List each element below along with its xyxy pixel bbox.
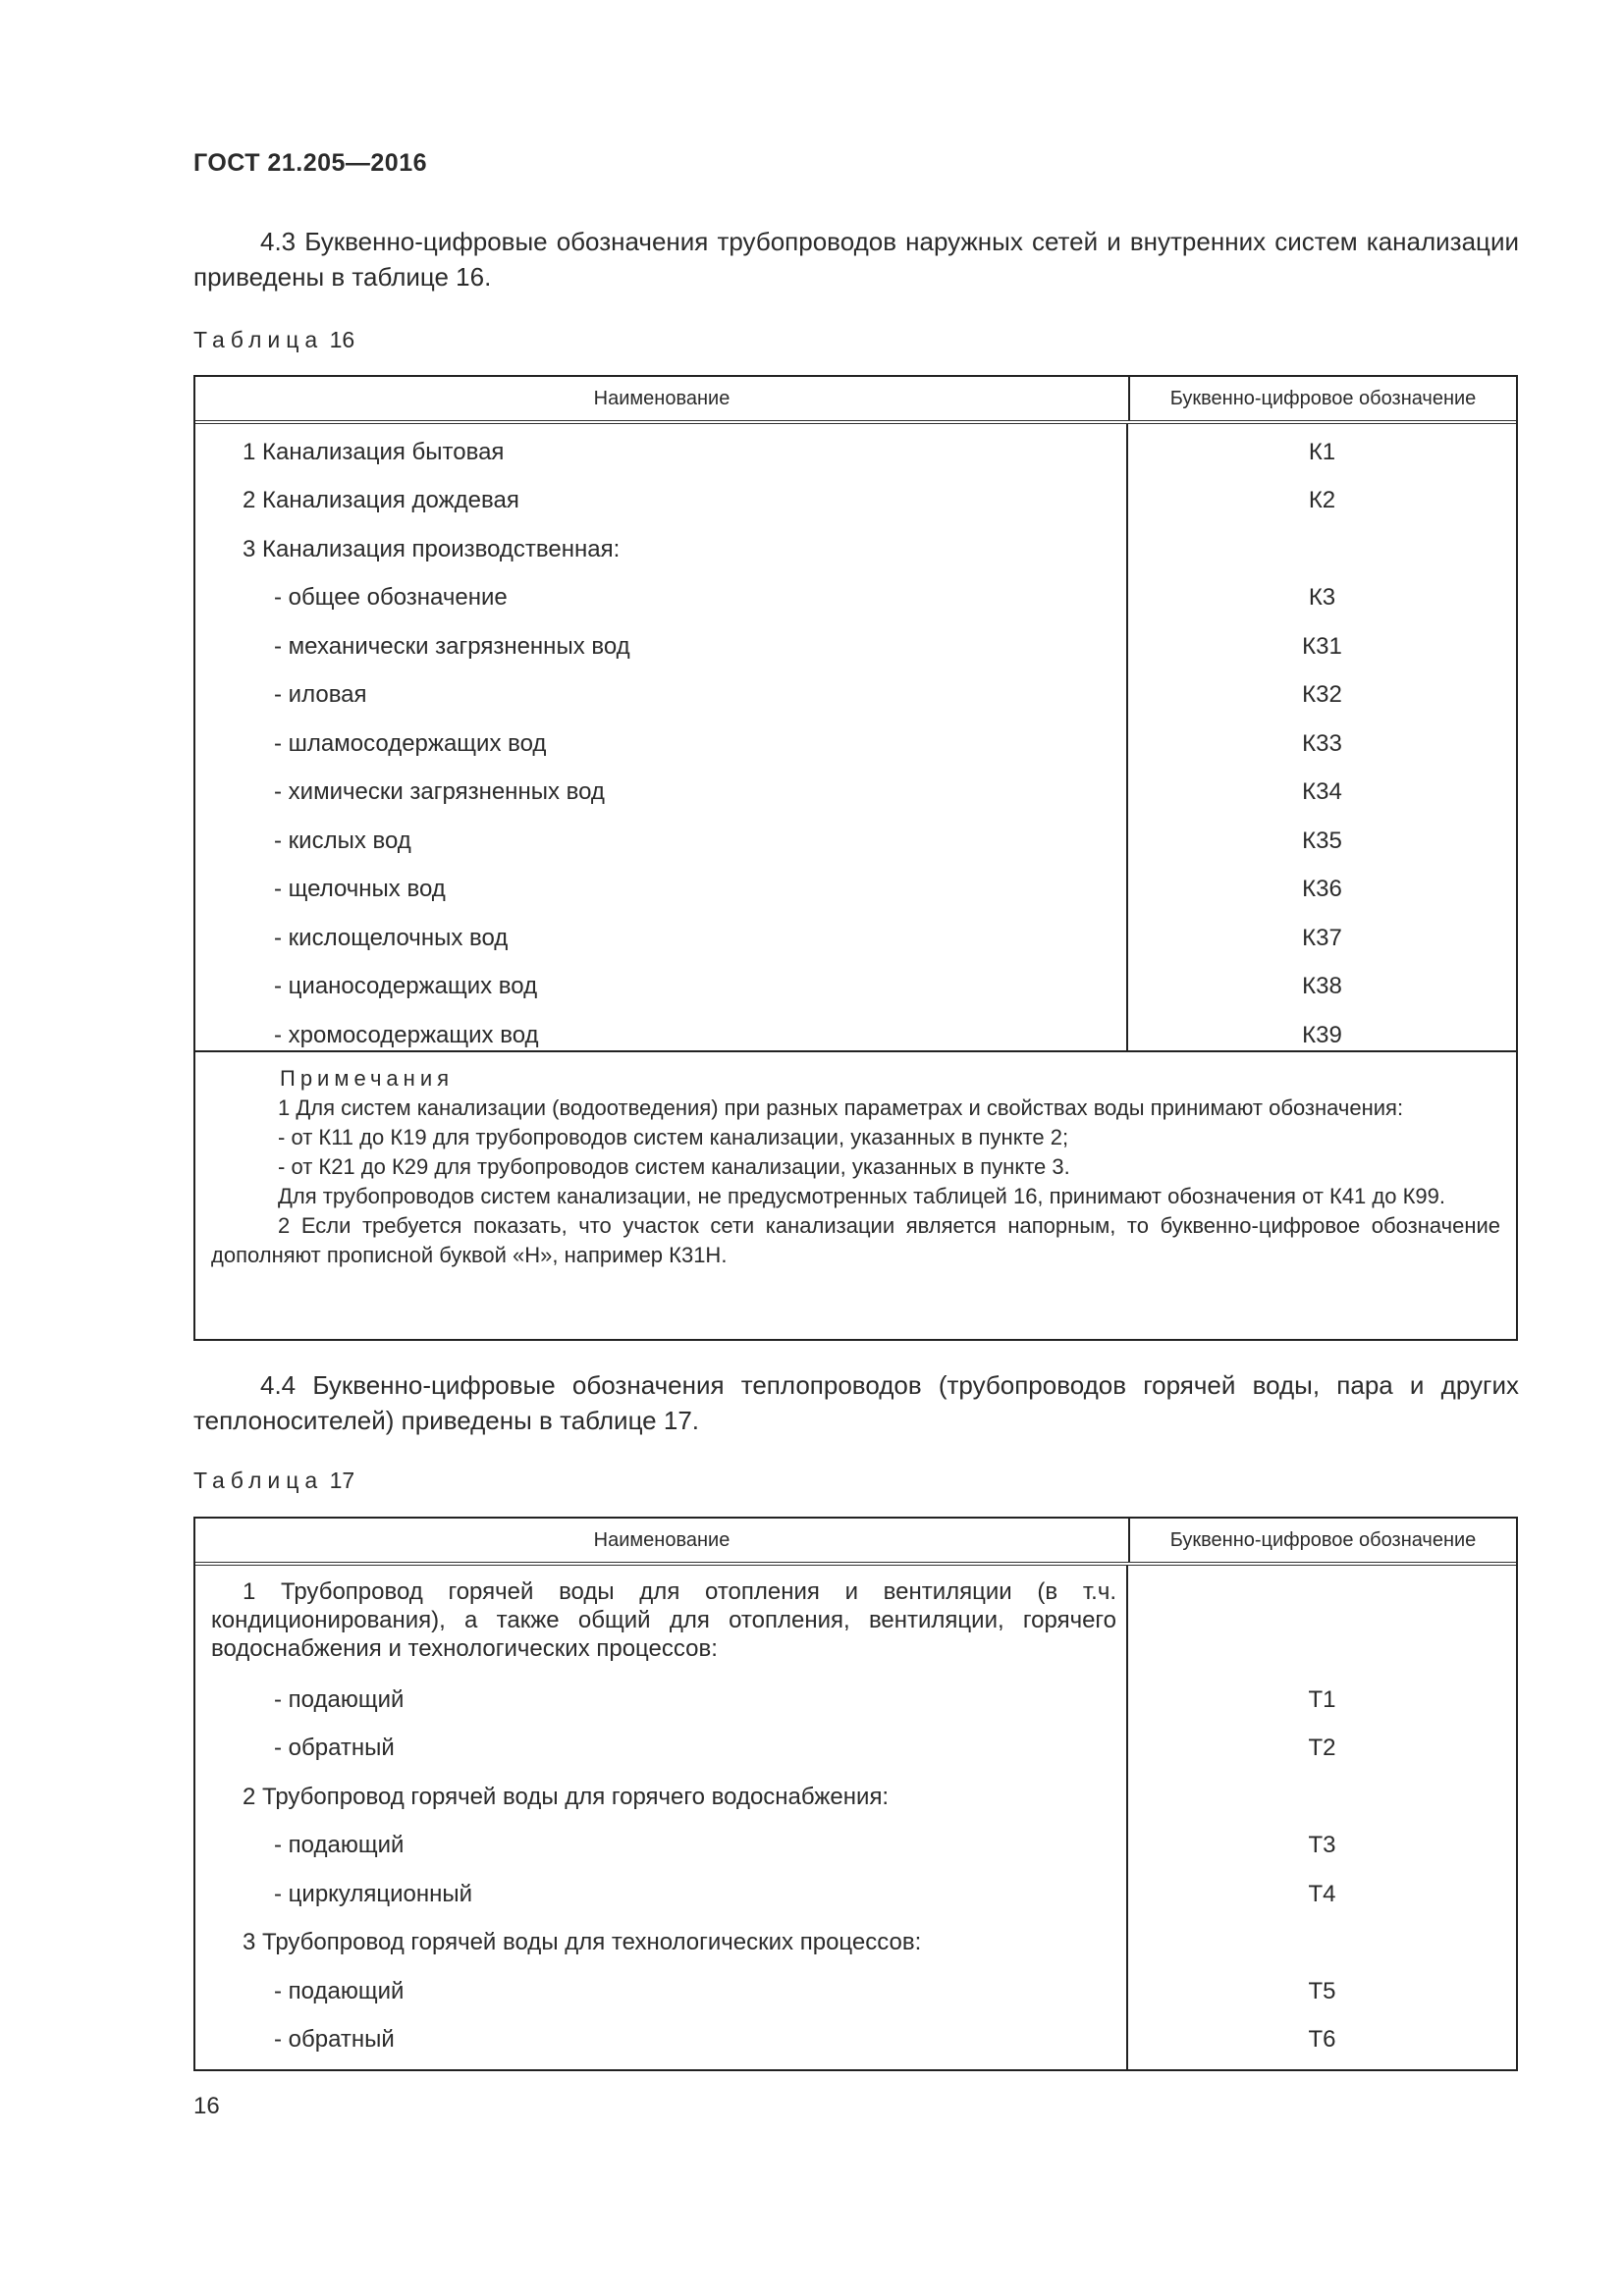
table-17-caption-word: Таблица bbox=[193, 1468, 324, 1493]
note-1-item-a: - от К11 до К19 для трубопроводов систем канализации, указанных в пункте 2; bbox=[278, 1125, 1069, 1149]
table-row-code-empty bbox=[1128, 1570, 1516, 1676]
table-row-code bbox=[1128, 1773, 1516, 1822]
table-row-code: К32 bbox=[1302, 681, 1342, 709]
table-16-caption-number: 16 bbox=[329, 327, 355, 352]
table-row-code: К3 bbox=[1308, 584, 1336, 612]
paragraph-4-4: 4.4 Буквенно-цифровые обозначения теплопроводов (трубопроводов горячей воды, пара и других теплоносителей) приведены в таблице 17. bbox=[193, 1370, 1519, 1435]
paragraph-4-3: 4.3 Буквенно-цифровые обозначения трубопроводов наружных сетей и внутренних систем канализации приведены в таблице 16. bbox=[193, 227, 1519, 292]
table-row-code bbox=[1128, 525, 1516, 574]
table-row-code: Т6 bbox=[1308, 2026, 1336, 2054]
note-1-extra: Для трубопроводов систем канализации, не предусмотренных таблицей 16, принимают обозначения от К41 до К99. bbox=[278, 1184, 1445, 1208]
document-code-header: ГОСТ 21.205—2016 bbox=[193, 149, 428, 177]
table-row-name: - циркуляционный bbox=[274, 1880, 473, 1907]
table-16 bbox=[193, 375, 1518, 1341]
table-16-caption-word: Таблица bbox=[193, 327, 324, 352]
table-row-name: 2 Трубопровод горячей воды для горячего водоснабжения: bbox=[243, 1783, 890, 1810]
table-row-code: К35 bbox=[1302, 827, 1342, 854]
table-row-name: - кислощелочных вод bbox=[274, 924, 509, 951]
table-row-name: - щелочных вод bbox=[274, 876, 446, 903]
table-17 bbox=[193, 1517, 1518, 2071]
table-16-header bbox=[195, 377, 1516, 424]
table-row-code: Т5 bbox=[1308, 1977, 1336, 2004]
table-row-name: - механически загрязненных вод bbox=[274, 632, 630, 660]
table-row-code: К39 bbox=[1302, 1021, 1342, 1048]
table-16-code-column bbox=[1128, 424, 1516, 1050]
table-row-code: К38 bbox=[1302, 973, 1342, 1000]
table-row-name: - общее обозначение bbox=[274, 584, 508, 612]
table-row-name: 1 Канализация бытовая bbox=[243, 438, 505, 465]
table-17-caption bbox=[193, 1468, 354, 1494]
table-row-name: - иловая bbox=[274, 681, 367, 709]
table-row-code: К2 bbox=[1308, 487, 1336, 514]
table-row-code: Т1 bbox=[1308, 1685, 1336, 1713]
table-row-name: - обратный bbox=[274, 1735, 395, 1762]
table-row-name: - цианосодержащих вод bbox=[274, 973, 538, 1000]
table-row-code: Т2 bbox=[1308, 1735, 1336, 1762]
table-row-name: - подающий bbox=[274, 1832, 405, 1859]
table-row-code: К31 bbox=[1302, 632, 1342, 660]
note-2: 2 Если требуется показать, что участок сети канализации является напорным, то буквенно-цифровое обозначение дополняют прописной буквой «Н», например К31Н. bbox=[211, 1213, 1500, 1267]
table-16-col-name-header: Наименование bbox=[195, 377, 1130, 420]
note-1: 1 Для систем канализации (водоотведения) при разных параметрах и свойствах воды принимают обозначения: bbox=[278, 1095, 1404, 1120]
table-17-header bbox=[195, 1519, 1516, 1566]
table-16-notes bbox=[195, 1052, 1516, 1270]
table-16-name-column bbox=[195, 424, 1128, 1050]
table-17-caption-number: 17 bbox=[329, 1468, 355, 1493]
table-17-col-name-header: Наименование bbox=[195, 1519, 1130, 1562]
table-17-code-column bbox=[1128, 1566, 1516, 2071]
table-row-code: К37 bbox=[1302, 924, 1342, 951]
table-row-code: К1 bbox=[1308, 438, 1336, 465]
table-row-name: - обратный bbox=[274, 2026, 395, 2054]
notes-title: Примечания bbox=[280, 1066, 455, 1091]
table-16-caption bbox=[193, 327, 354, 353]
table-row-code bbox=[1128, 1919, 1516, 1968]
page-number: 16 bbox=[193, 2093, 220, 2119]
table-16-col-code-header: Буквенно-цифровое обозначение bbox=[1169, 387, 1477, 409]
table-row-name: - химически загрязненных вод bbox=[274, 778, 605, 806]
table-17-name-column bbox=[195, 1566, 1128, 2071]
table-17-row-1-text: 1 Трубопровод горячей воды для отопления и вентиляции (в т.ч. кондиционирования), а также общий для отопления, вентиляции, горячего водоснабжения и технологических процессов: bbox=[211, 1578, 1116, 1662]
note-1-item-b: - от К21 до К29 для трубопроводов систем канализации, указанных в пункте 3. bbox=[278, 1154, 1070, 1179]
table-17-col-code-header: Буквенно-цифровое обозначение bbox=[1169, 1528, 1477, 1551]
table-row-code: Т4 bbox=[1308, 1880, 1336, 1907]
table-row-name-multiline bbox=[195, 1570, 1126, 1676]
table-row-name: - шламосодержащих вод bbox=[274, 729, 547, 757]
table-16-body bbox=[195, 424, 1516, 1052]
table-row-name: - хромосодержащих вод bbox=[274, 1021, 539, 1048]
table-row-code: К36 bbox=[1302, 876, 1342, 903]
table-17-body bbox=[195, 1566, 1516, 2071]
table-row-name: - подающий bbox=[274, 1685, 405, 1713]
table-row-name: 3 Канализация производственная: bbox=[243, 535, 621, 562]
table-row-name: 2 Канализация дождевая bbox=[243, 487, 519, 514]
table-row-name: 3 Трубопровод горячей воды для технологических процессов: bbox=[243, 1929, 922, 1956]
table-row-code: К34 bbox=[1302, 778, 1342, 806]
table-row-name: - подающий bbox=[274, 1977, 405, 2004]
table-row-name: - кислых вод bbox=[274, 827, 411, 854]
table-row-code: Т3 bbox=[1308, 1832, 1336, 1859]
table-row-code: К33 bbox=[1302, 729, 1342, 757]
